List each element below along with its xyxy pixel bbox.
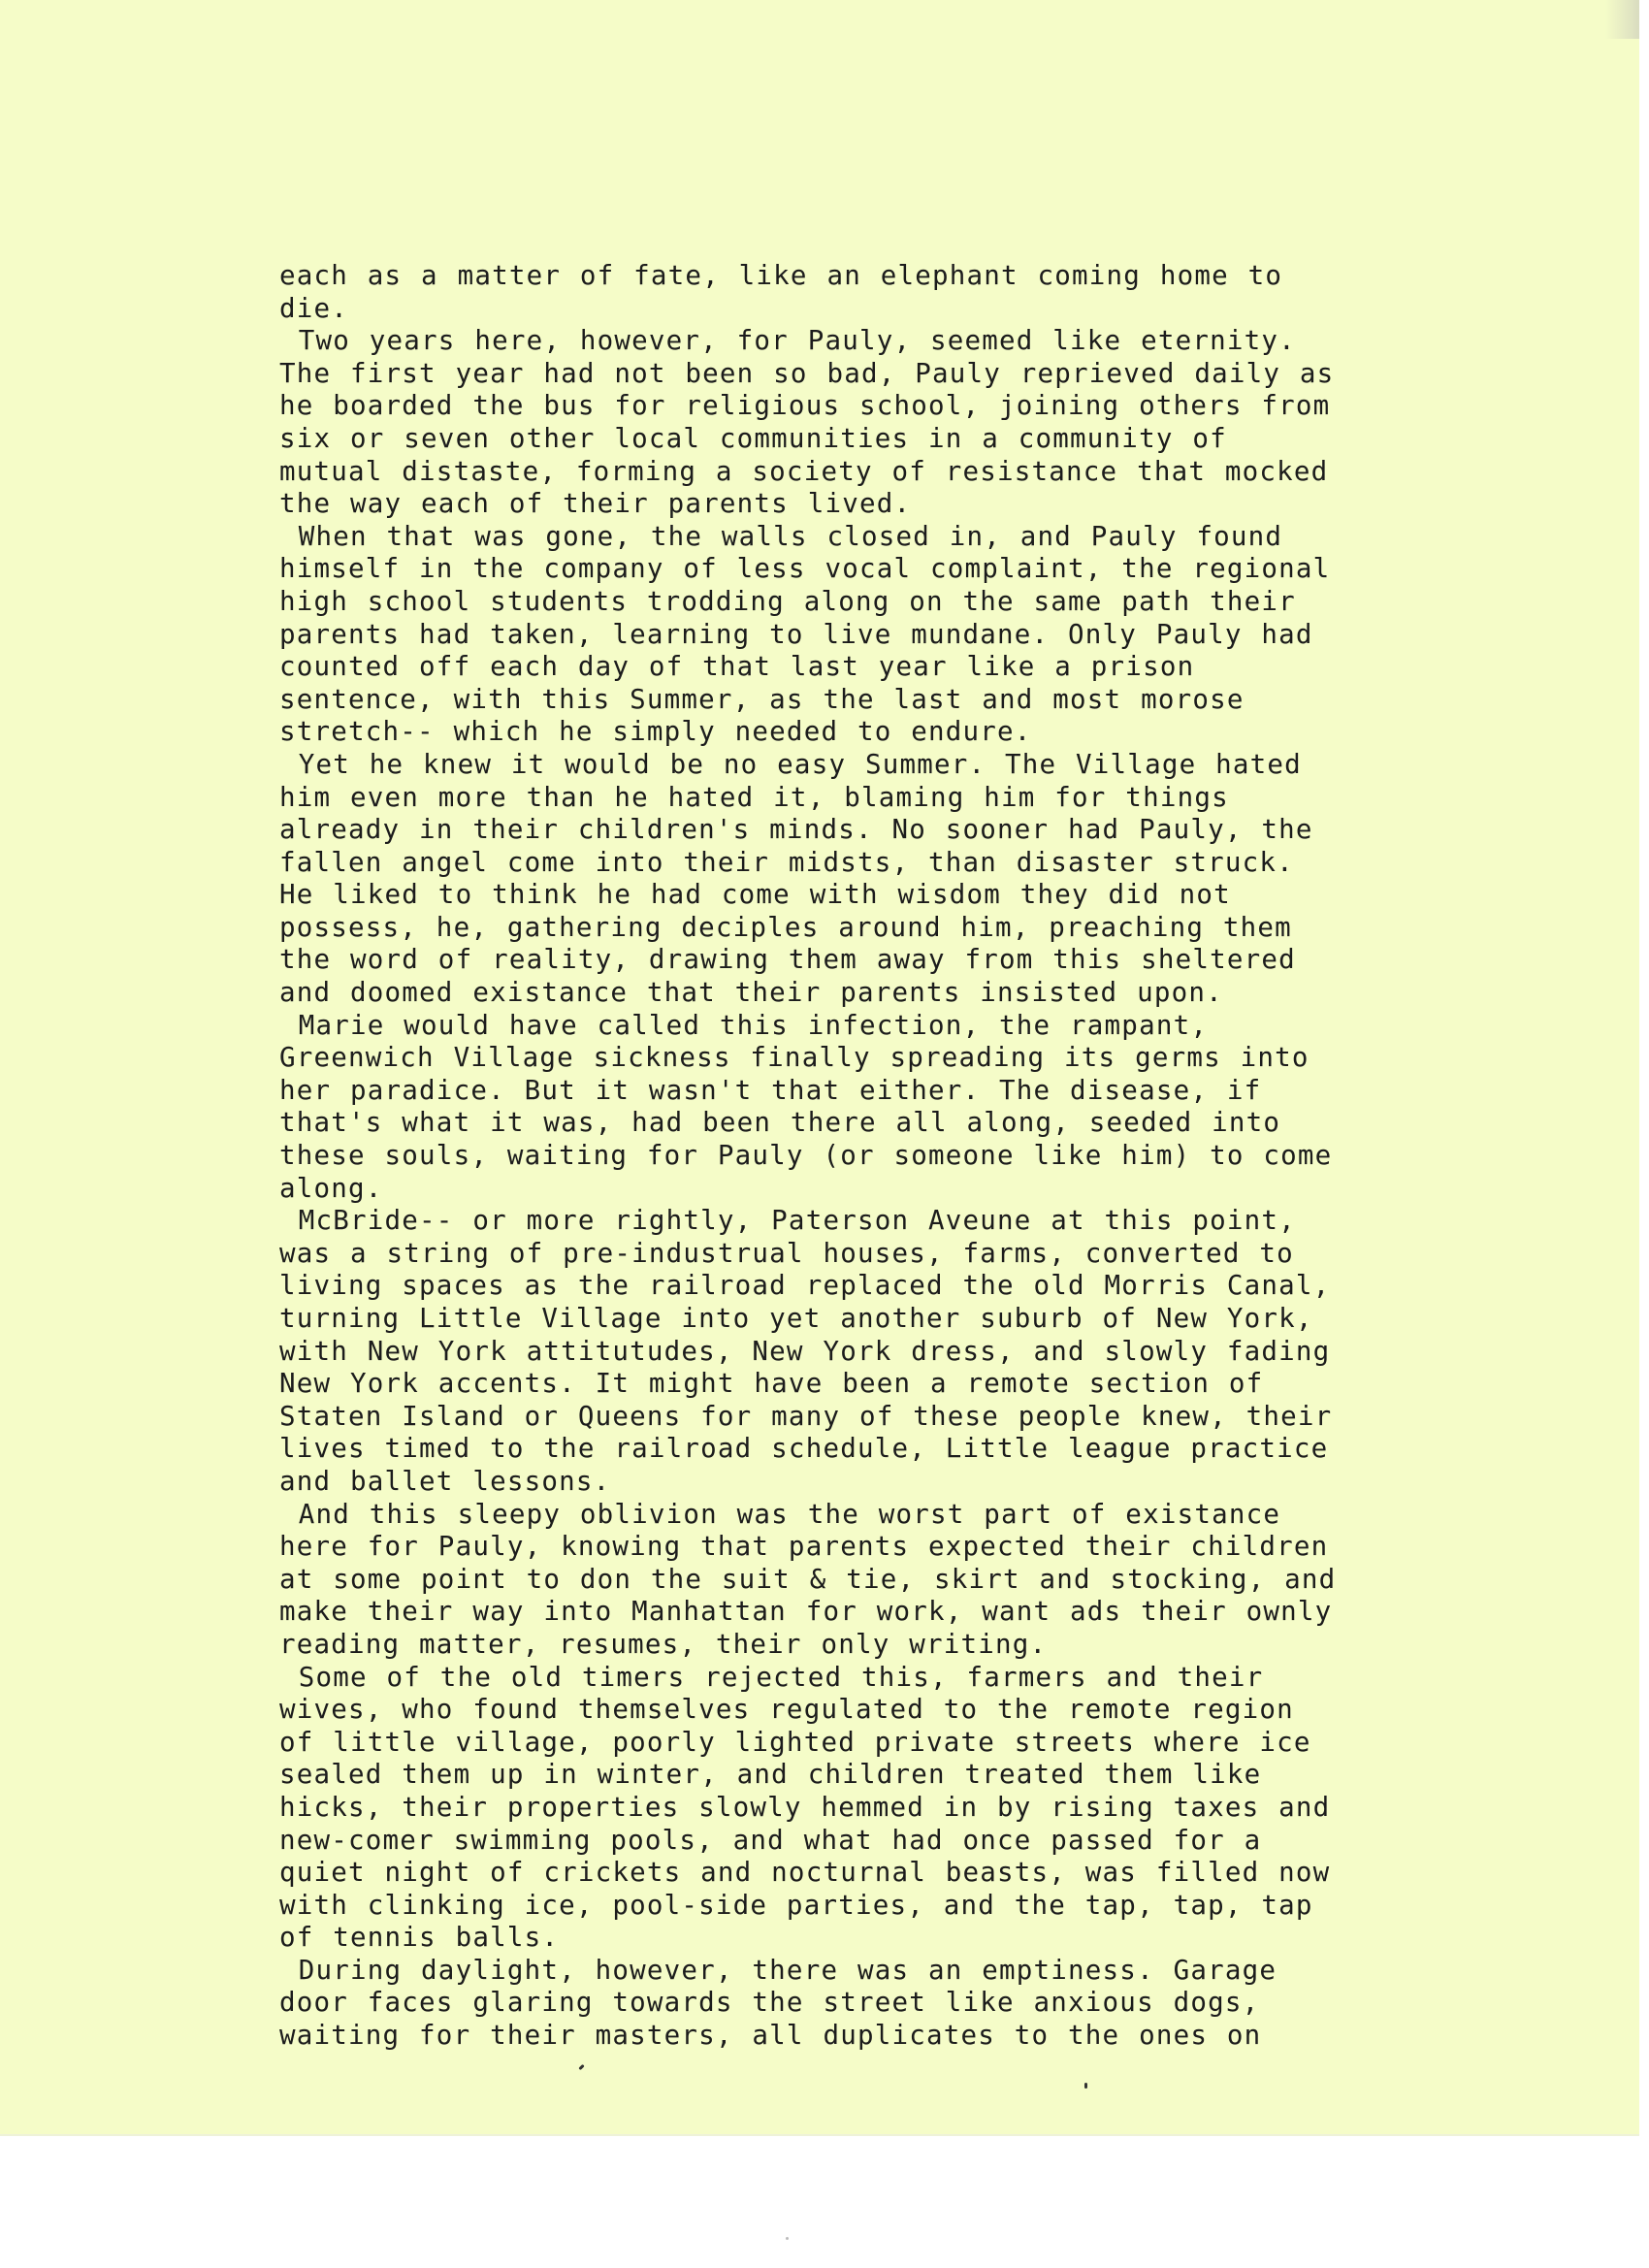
ink-speck <box>578 2064 584 2070</box>
text-line: mutual distaste, forming a society of resistance that mocked <box>279 455 1329 487</box>
text-line: Marie would have called this infection, the rampant, <box>279 1009 1209 1041</box>
text-line: was a string of pre-industrual houses, farms, converted to <box>279 1237 1294 1269</box>
text-line: The first year had not been so bad, Pauly reprieved daily as <box>279 357 1335 389</box>
text-line: of tennis balls. <box>279 1922 560 1954</box>
text-line: Staten Island or Queens for many of these people knew, their <box>279 1400 1333 1432</box>
text-line: waiting for their masters, all duplicates to the ones on <box>279 2020 1262 2052</box>
text-line: parents had taken, learning to live mundane. Only Pauly had <box>279 618 1313 650</box>
text-line: possess, he, gathering deciples around him, preaching them <box>279 911 1292 943</box>
text-line: Greenwich Village sickness finally spreading its germs into <box>279 1042 1310 1074</box>
text-line: and doomed existance that their parents insisted upon. <box>279 977 1223 1009</box>
text-line: along. <box>279 1172 383 1204</box>
text-line: new-comer swimming pools, and what had once passed for a <box>279 1824 1262 1856</box>
text-line: turning Little Village into yet another suburb of New York, <box>279 1303 1313 1334</box>
text-line: hicks, their properties slowly hemmed in by rising taxes and <box>279 1791 1331 1823</box>
text-line: door faces glaring towards the street like anxious dogs, <box>279 1987 1260 2019</box>
text-line: and ballet lessons. <box>279 1465 611 1497</box>
text-line: Two years here, however, for Pauly, seemed like eternity. <box>279 325 1296 357</box>
text-line: And this sleepy oblivion was the worst part of existance <box>279 1498 1281 1530</box>
text-line: himself in the company of less vocal complaint, the regional <box>279 553 1331 585</box>
text-line: of little village, poorly lighted private streets where ice <box>279 1726 1311 1758</box>
text-line: During daylight, however, there was an emptiness. Garage <box>279 1954 1277 1986</box>
dust-speck <box>786 2237 789 2240</box>
text-line: lives timed to the railroad schedule, Little league practice <box>279 1433 1329 1465</box>
text-line: him even more than he hated it, blaming him for things <box>279 781 1229 813</box>
typewritten-text-block <box>279 260 1482 2053</box>
text-line: he boarded the bus for religious school, joining others from <box>279 390 1331 422</box>
paper-edge-shadow <box>1605 0 1639 39</box>
text-line: her paradice. But it wasn't that either. The disease, if <box>279 1074 1262 1106</box>
text-line: the word of reality, drawing them away from this sheltered <box>279 944 1296 976</box>
text-line: with clinking ice, pool-side parties, and the tap, tap, tap <box>279 1889 1313 1921</box>
text-line: living spaces as the railroad replaced the old Morris Canal, <box>279 1270 1331 1302</box>
text-line: already in their children's minds. No sooner had Pauly, the <box>279 814 1313 846</box>
text-line: fallen angel come into their midsts, than disaster struck. <box>279 846 1294 878</box>
text-line: sealed them up in winter, and children treated them like <box>279 1759 1262 1791</box>
text-line: stretch-- which he simply needed to endure. <box>279 716 1032 748</box>
text-line: that's what it was, had been there all along, seeded into <box>279 1107 1281 1139</box>
text-line: wives, who found themselves regulated to the remote region <box>279 1694 1294 1726</box>
text-line: counted off each day of that last year like a prison <box>279 651 1195 683</box>
text-line: quiet night of crickets and nocturnal beasts, was filled now <box>279 1857 1331 1889</box>
text-line: Yet he knew it would be no easy Summer. The Village hated <box>279 748 1302 780</box>
text-line: He liked to think he had come with wisdom they did not <box>279 879 1231 911</box>
text-line: Some of the old timers rejected this, farmers and their <box>279 1661 1264 1693</box>
text-line: die. <box>279 292 349 324</box>
text-line: at some point to don the suit & tie, skirt and stocking, and <box>279 1563 1337 1595</box>
text-line: here for Pauly, knowing that parents expected their children <box>279 1531 1329 1563</box>
text-line: make their way into Manhattan for work, want ads their ownly <box>279 1596 1333 1628</box>
text-line: these souls, waiting for Pauly (or someone like him) to come <box>279 1140 1333 1172</box>
text-line: the way each of their parents lived. <box>279 488 912 520</box>
text-line: high school students trodding along on the same path their <box>279 585 1296 617</box>
text-line: When that was gone, the walls closed in, and Pauly found <box>279 520 1283 552</box>
text-line: McBride-- or more rightly, Paterson Aveune at this point, <box>279 1205 1296 1237</box>
text-line: reading matter, resumes, their only writing. <box>279 1628 1048 1660</box>
ink-speck <box>1084 2083 1087 2089</box>
text-line: New York accents. It might have been a remote section of <box>279 1368 1264 1400</box>
text-line: sentence, with this Summer, as the last and most morose <box>279 683 1245 715</box>
text-line: six or seven other local communities in a community of <box>279 422 1227 454</box>
text-line: with New York attitutudes, New York dress, and slowly fading <box>279 1335 1331 1367</box>
text-line: each as a matter of fate, like an elephant coming home to <box>279 260 1283 291</box>
